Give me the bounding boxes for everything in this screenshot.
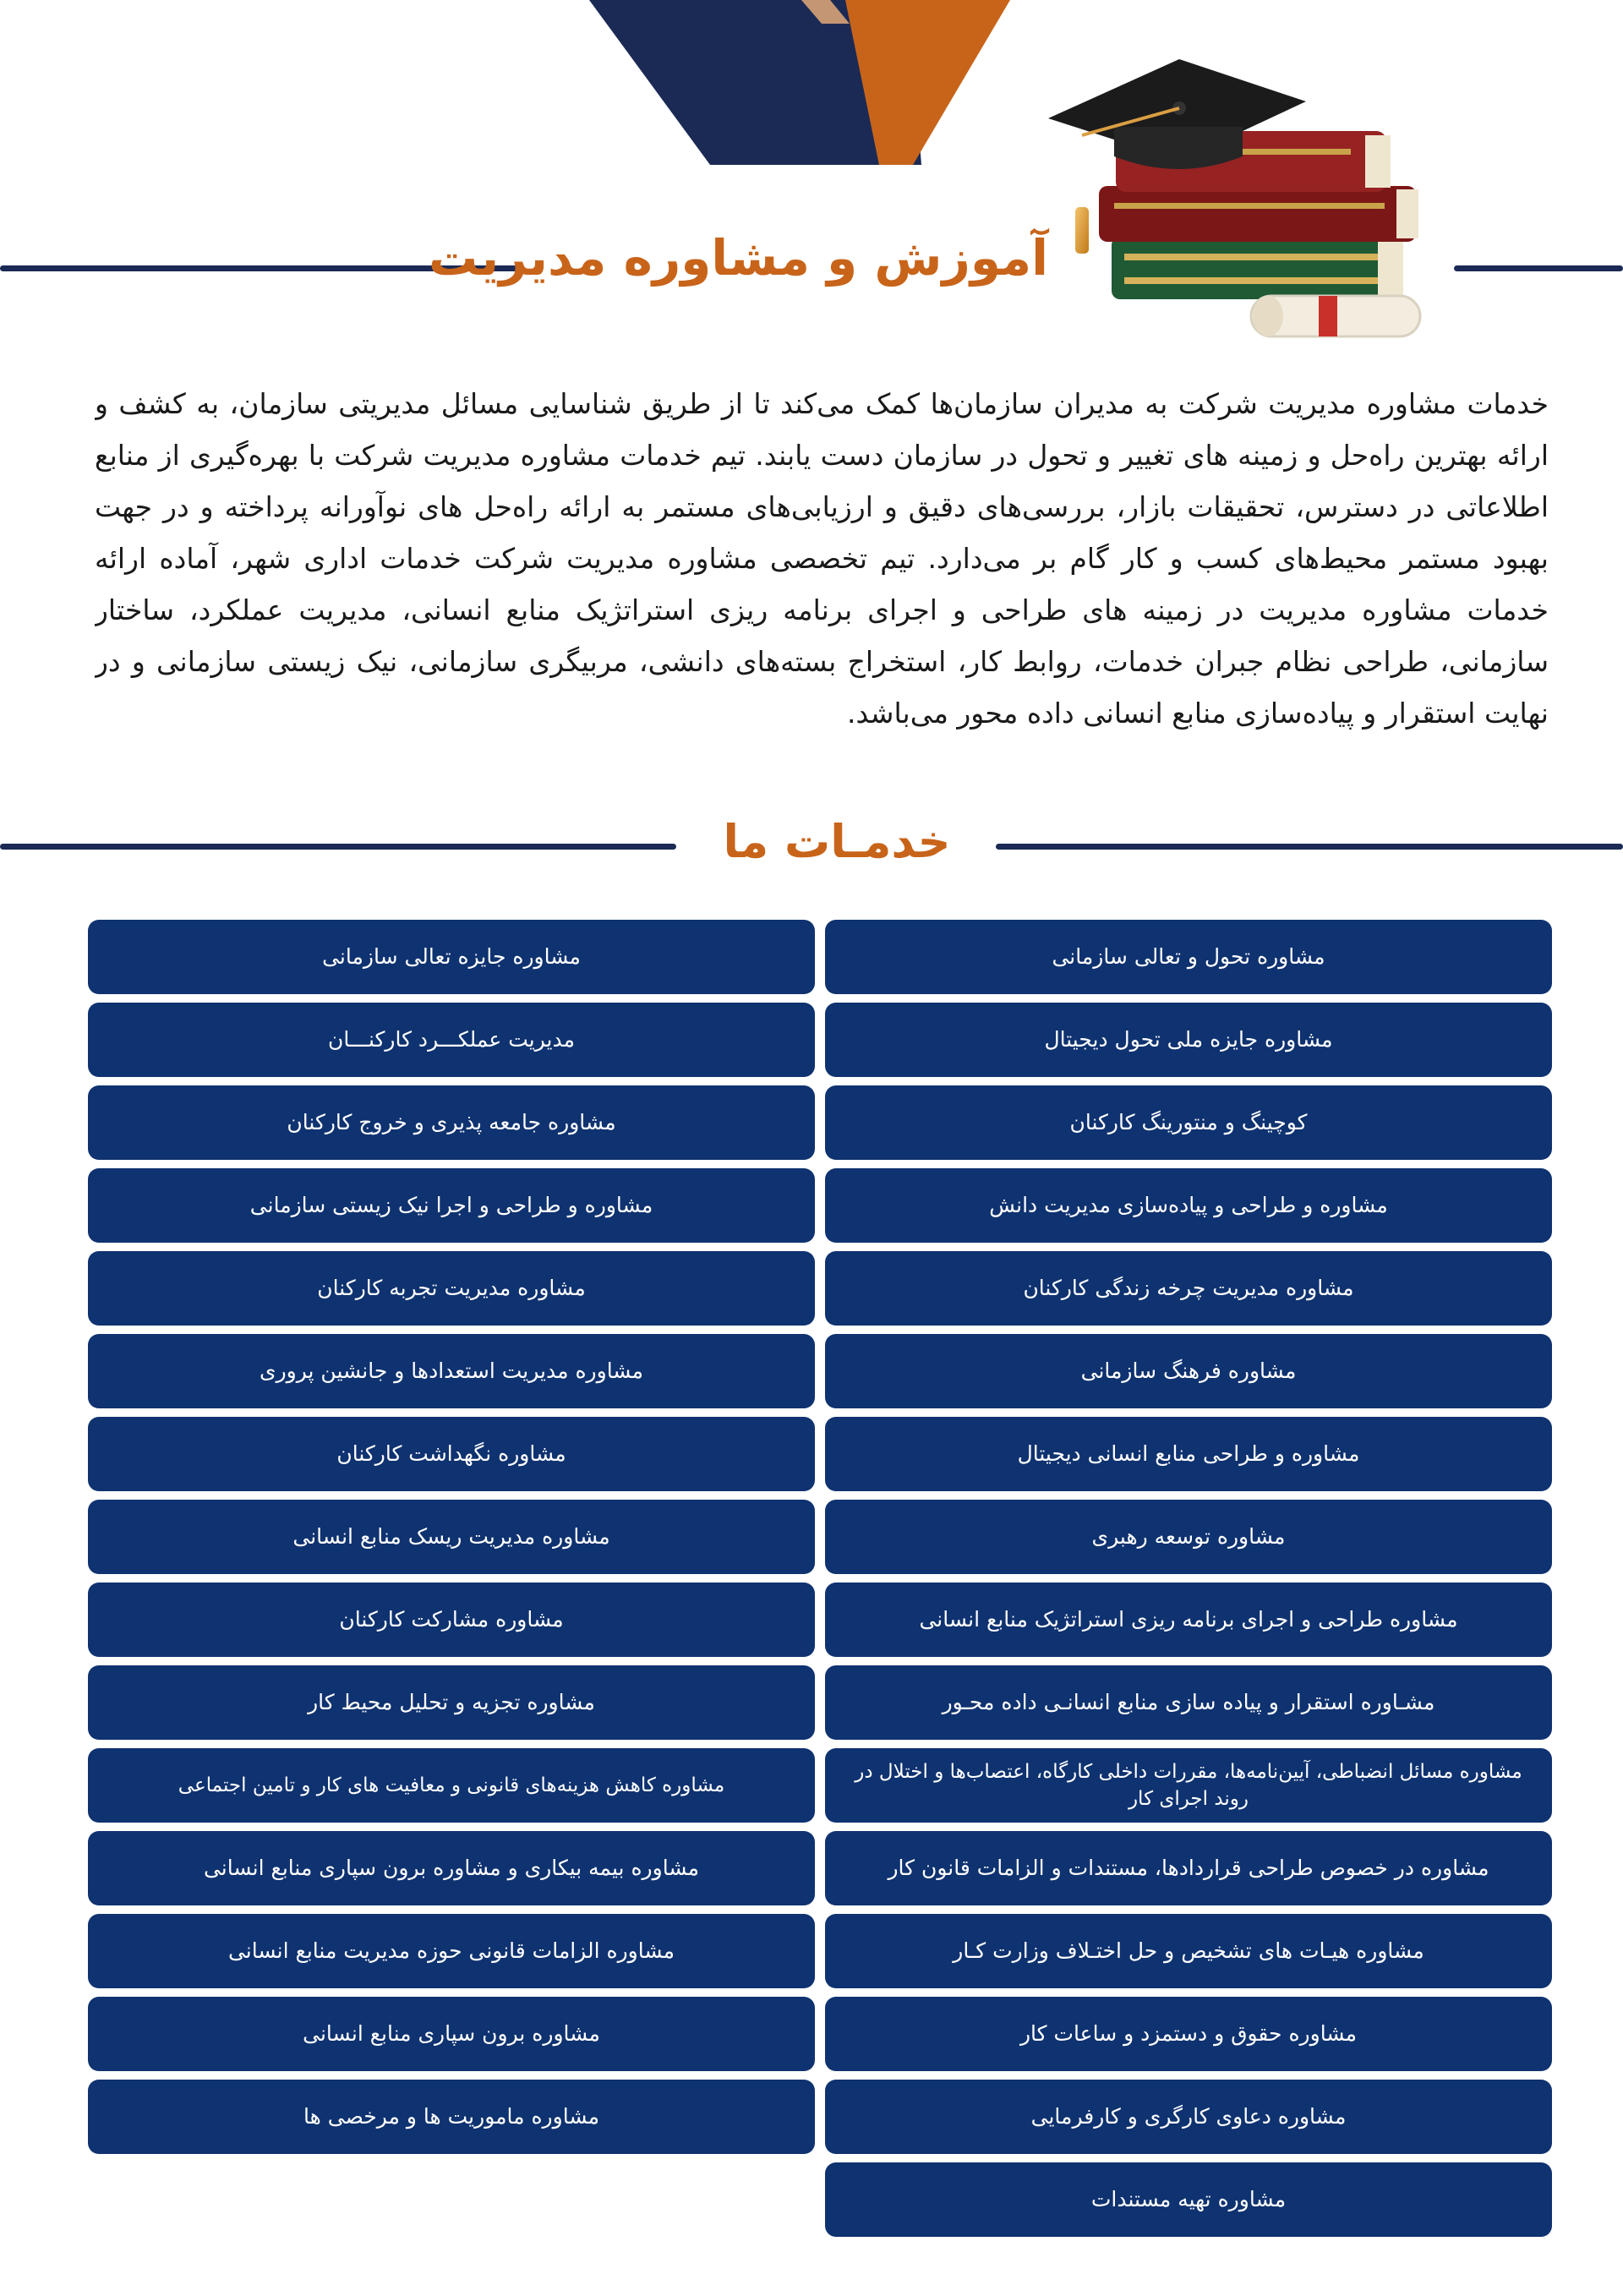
service-button[interactable]: مشاوره در خصوص طراحی قراردادها، مستندات و الزامات قانون کار [825,1831,1552,1905]
service-button[interactable]: مشاوره تجزیه و تحلیل محیط کار [88,1665,815,1740]
service-button[interactable]: مشاوره توسعه رهبری [825,1500,1552,1574]
service-button[interactable]: مشاوره تهیه مستندات [825,2162,1552,2237]
intro-paragraph: خدمات مشاوره مدیریت شرکت به مدیران سازمان‌ها کمک می‌کند تا از طریق شناسایی مسائل مدیریتی سازمان، به کشف و ارائه بهترین راه‌حل و زمینه های تغییر و تحول در سازمان دست یابند. تیم خدمات مشاوره مدیریت شرکت با بهره‌گیری از منابع اطلاعاتی در دسترس، تحقیقات بازار، بررسی‌های دقیق و ارزیابی‌های مستمر به ارائه راه‌حل های نوآورانه پرداخته و در جهت بهبود مستمر محیط‌های کسب و کار گام بر می‌دارد. تیم تخصصی مشاوره مدیریت شرکت خدمات اداری شهر، آماده ارائه خدمات مشاوره مدیریت در زمینه های طراحی و اجرای برنامه ریزی استراتژیک منابع انسانی، مدیریت عملکرد، ساختار سازمانی، طراحی نظام جبران خدمات، روابط کار، استخراج بسته‌های دانشی، مربیگری سازمانی، نیک زیستی سازمانی و در نهایت استقرار و پیاده‌سازی منابع انسانی داده محور می‌باشد. [95,387,1549,730]
service-button[interactable]: مشاوره مشارکت کارکنان [88,1583,815,1657]
service-button[interactable]: مشاوره و طراحی و پیاده‌سازی مدیریت دانش [825,1168,1552,1243]
service-button[interactable]: مشاوره مدیریت چرخه زندگی کارکنان [825,1251,1552,1326]
service-button[interactable]: مشاوره جایزه تعالی سازمانی [88,920,815,994]
header-decoration [0,0,1623,364]
service-button[interactable]: مشاوره طراحی و اجرای برنامه ریزی استراتژیک منابع انسانی [825,1583,1552,1657]
service-button[interactable]: مشاوره حقوق و دستمزد و ساعات کار [825,1997,1552,2071]
service-button[interactable]: مشاوره برون سپاری منابع انسانی [88,1997,815,2071]
service-button[interactable]: مشاوره و طراحی منابع انسانی دیجیتال [825,1417,1552,1491]
service-button[interactable]: مشاوره الزامات قانونی حوزه مدیریت منابع انسانی [88,1914,815,1988]
service-button[interactable]: مشاوره مدیریت تجربه کارکنان [88,1251,815,1326]
services-column-left [88,920,815,2162]
service-button[interactable]: مشاوره کاهش هزینه‌های قانونی و معافیت های کار و تامین اجتماعی [88,1748,815,1823]
service-button[interactable]: مشاوره تحول و تعالی سازمانی [825,920,1552,994]
service-button[interactable]: مشاوره بیمه بیکاری و مشاوره برون سپاری منابع انسانی [88,1831,815,1905]
service-button[interactable]: مشـاوره استقرار و پیاده سازی منابع انسانـی داده محـور [825,1665,1552,1740]
service-button[interactable]: مشاوره مدیریت استعدادها و جانشین پروری [88,1334,815,1408]
service-button[interactable]: مشاوره نگهداشت کارکنان [88,1417,815,1491]
title-rule-right [1454,265,1623,271]
services-rule-left [0,844,676,850]
service-button[interactable]: مشاوره هیـات‌ های تشخیص و حل اختـلاف وزارت کـار [825,1914,1552,1988]
service-button[interactable]: مشاوره مسائل انضباطی، آیین‌نامه‌ها، مقررات داخلی کارگاه، اعتصاب‌ها و اختلال در روند اجرای کار [825,1748,1552,1823]
services-column-right [825,920,1552,2245]
service-button[interactable]: مشاوره مدیریت ریسک منابع انسانی [88,1500,815,1574]
page-title: آموزش و مشاوره مدیریت [428,229,1048,287]
service-button[interactable]: مشاوره دعاوی کارگری و کارفرمایی [825,2080,1552,2154]
service-button[interactable]: مدیریت عملکـــرد کارکنـــان [88,1003,815,1077]
chevron-banner [589,0,1010,165]
service-button[interactable]: مشاوره جامعه پذیری و خروج کارکنان [88,1085,815,1160]
services-rule-right [996,844,1623,850]
service-button[interactable]: کوچینگ و منتورینگ کارکنان [825,1085,1552,1160]
service-button[interactable]: مشاوره و طراحی و اجرا نیک زیستی سازمانی [88,1168,815,1243]
service-button[interactable]: مشاوره ماموریت‌ ها و مرخصی ها [88,2080,815,2154]
service-button[interactable]: مشاوره جایزه ملی تحول دیجیتال [825,1003,1552,1077]
books-graduation-cap-image [1048,59,1420,336]
services-heading: خدمـات ما [723,815,951,868]
service-button[interactable]: مشاوره فرهنگ سازمانی [825,1334,1552,1408]
